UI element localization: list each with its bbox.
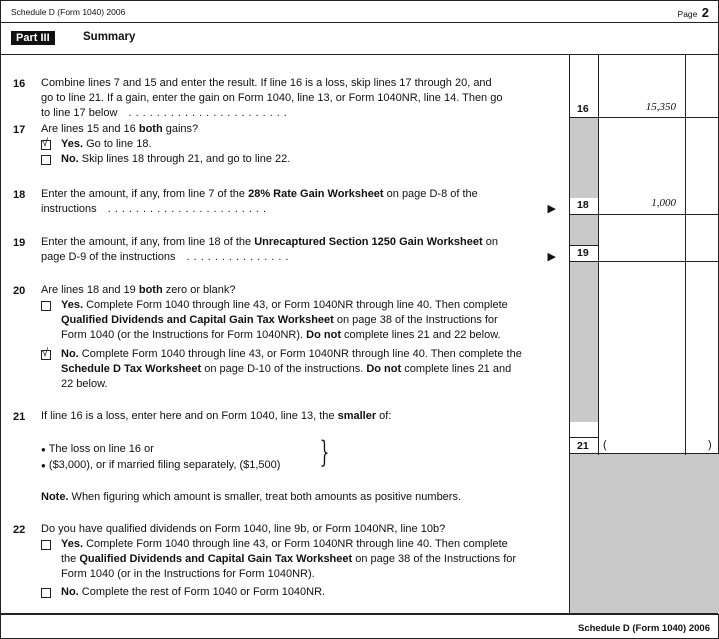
line-21-note [41,490,461,505]
line-17-number: 17 [13,124,26,136]
line-16-amount[interactable]: 15,350 [645,101,676,113]
line-21-text-bold: smaller [337,410,377,422]
brace-icon: } [319,435,330,470]
line-17-yes-text [61,137,152,152]
line-17-yes-label: Yes. [61,138,84,150]
line-20-yes-checkbox[interactable] [41,301,51,311]
line-20-no-desc-1: Complete Form 1040 through line 43, or Form 1040NR through line 40. Then complete the [78,348,522,360]
shaded-box-22 [570,454,719,614]
line-21-note-text: When figuring which amount is smaller, treat both amounts as positive numbers. [68,491,462,503]
line-21-bullet-1 [41,442,154,457]
line-22-yes-desc-1: Complete Form 1040 through line 43, or Form 1040NR through line 40. Then complete [83,538,508,550]
line-17-no-text [61,152,290,167]
line-21-open-paren: ( [603,439,607,451]
line-19-text-1 [41,235,498,250]
line-22-no-desc: Complete the rest of Form 1040 or Form 1040NR. [78,586,326,598]
line-22-yes-text-2 [61,552,516,567]
part-title: Summary [83,31,136,43]
line-22-yes-checkbox[interactable] [41,540,51,550]
line-19-number: 19 [13,237,26,249]
footer-rule [1,613,718,615]
page-indicator [678,5,709,20]
line-22-yes-label: Yes. [61,538,84,550]
line-18-text-2: instructions [41,203,97,215]
line-22-yes-worksheet: Qualified Dividends and Capital Gain Tax Worksheet [79,553,353,565]
line-18-amount[interactable]: 1,000 [651,197,676,209]
line-20-question [41,283,235,298]
leader-dots: ....................... [128,107,291,119]
line-19-text-2: page D-9 of the instructions [41,251,176,263]
line-17-no-label: No. [61,153,79,165]
line-20-no-label: No. [61,348,79,360]
line-19-worksheet-name: Unrecaptured Section 1250 Gain Worksheet [254,236,483,248]
line-17-question [41,122,198,137]
line-20-no-desc-3: complete lines 21 and [401,363,512,375]
column-divider-cents [685,55,686,455]
page-label: Page [677,9,698,19]
rule-16 [570,117,719,118]
part-label: Part III [11,31,55,45]
line-21-text [41,409,391,424]
line-16-text-3-row [41,106,291,121]
shaded-box-17 [570,117,598,198]
line-18-text-1 [41,187,478,202]
line-22-no-checkbox[interactable] [41,588,51,598]
line-20-yes-text-3 [61,328,501,343]
line-20-no-text-1 [61,347,522,362]
line-20-yes-desc-2: on page 38 of the Instructions for [333,314,498,326]
line-20-no-text-3: 22 below. [61,378,108,390]
line-20-no-worksheet: Schedule D Tax Worksheet [61,363,202,375]
line-18-text-post: on page D-8 of the [383,188,478,200]
line-20-yes-worksheet: Qualified Dividends and Capital Gain Tax Worksheet [61,314,334,326]
line-20-question-bold: both [138,284,163,296]
line-16-number: 16 [13,78,26,90]
line-22-yes-text-1 [61,537,508,552]
line-22-yes-desc-3: on page 38 of the Instructions for [352,553,517,565]
part-rule [1,54,718,55]
line-18-box-label: 18 [577,199,589,211]
line-17-no-checkbox[interactable] [41,155,51,165]
line-21-text-pre: If line 16 is a loss, enter here and on Form 1040, line 13, the [41,410,338,422]
line-20-yes-label: Yes. [61,299,84,311]
line-21-note-label: Note. [41,491,69,503]
line-17-no-desc: Skip lines 18 through 21, and go to line 22. [78,153,291,165]
line-18-worksheet-name: 28% Rate Gain Worksheet [248,188,384,200]
line-21-bullet-1-text: The loss on line 16 or [48,443,154,455]
line-20-no-desc-2: on page D-10 of the instructions. [201,363,367,375]
line-20-yes-desc-3: Form 1040 (or the Instructions for Form 1040NR). [61,329,307,341]
line-17-yes-desc: Go to line 18. [83,138,152,150]
line-16-text-2: go to line 21. If a gain, enter the gain on Form 1040, line 13, or Form 1040NR, line 14. Then go [41,92,503,104]
line-19-text-post: on [482,236,498,248]
line-20-no-checkbox[interactable] [41,347,51,360]
line-19-box-label: 19 [577,247,589,259]
checkmark-icon: √ [42,347,49,359]
column-divider-left [569,55,570,614]
rule-19 [570,261,719,262]
line-20-yes-desc-4: complete lines 21 and 22 below. [340,329,501,341]
line-17-question-post: gains? [162,123,199,135]
arrow-icon: ▶ [547,251,556,263]
form-name-header: Schedule D (Form 1040) 2006 [11,7,126,17]
line-22-yes-text-3: Form 1040 (or in the Instructions for Form 1040NR). [61,568,315,580]
line-18-text-2-row [41,202,556,217]
line-17-question-bold: both [138,123,163,135]
line-21-close-paren: ) [708,439,712,451]
line-21-bullet-2-text: ($3,000), or if married filing separately, ($1,500) [48,459,281,471]
line-17-yes-checkbox[interactable] [41,137,51,150]
header-rule [1,22,718,23]
line-20-yes-text-1 [61,298,508,313]
line-21-bullet-2 [41,458,280,473]
column-divider-box [598,55,599,455]
line-21-text-post: of: [376,410,392,422]
rule-21 [570,453,719,454]
checkmark-icon: √ [42,137,49,149]
line-18-text-pre: Enter the amount, if any, from line 7 of the [41,188,249,200]
line-19-text-pre: Enter the amount, if any, from line 18 of the [41,236,255,248]
line-20-yes-do-not: Do not [306,329,341,341]
rule-19a [570,245,598,246]
line-22-no-label: No. [61,586,79,598]
line-20-yes-desc-1: Complete Form 1040 through line 43, or Form 1040NR through line 40. Then complete [83,299,508,311]
line-20-no-text-2 [61,362,511,377]
line-20-yes-text-2 [61,313,498,328]
line-16-text-1: Combine lines 7 and 15 and enter the result. If line 16 is a loss, skip lines 17 through 20, and [41,77,492,89]
bullet-icon: ● [41,461,46,470]
line-20-number: 20 [13,285,26,297]
line-22-number: 22 [13,524,26,536]
line-22-question: Do you have qualified dividends on Form 1040, line 9b, or Form 1040NR, line 10b? [41,523,446,535]
bullet-icon: ● [41,445,46,454]
line-20-no-do-not: Do not [366,363,402,375]
leader-dots: ....................... [107,203,270,215]
arrow-icon: ▶ [547,203,556,215]
line-21-box-label: 21 [577,440,589,452]
line-20-question-pre: Are lines 18 and 19 [41,284,139,296]
line-22-no-text [61,585,325,600]
line-21-number: 21 [13,411,26,423]
line-16-box-label: 16 [577,103,589,115]
line-22-yes-desc-2: the [61,553,80,565]
page-number: 2 [701,5,709,20]
line-17-question-pre: Are lines 15 and 16 [41,123,139,135]
rule-18 [570,214,719,215]
form-name-footer: Schedule D (Form 1040) 2006 [578,623,710,634]
shaded-box-20 [570,262,598,422]
leader-dots: ............... [186,251,293,263]
line-16-text-3: to line 17 below [41,107,118,119]
line-19-text-2-row [41,250,556,265]
line-20-question-post: zero or blank? [162,284,236,296]
shaded-box-18-19 [570,215,598,246]
line-18-number: 18 [13,189,26,201]
rule-21a [570,437,598,438]
